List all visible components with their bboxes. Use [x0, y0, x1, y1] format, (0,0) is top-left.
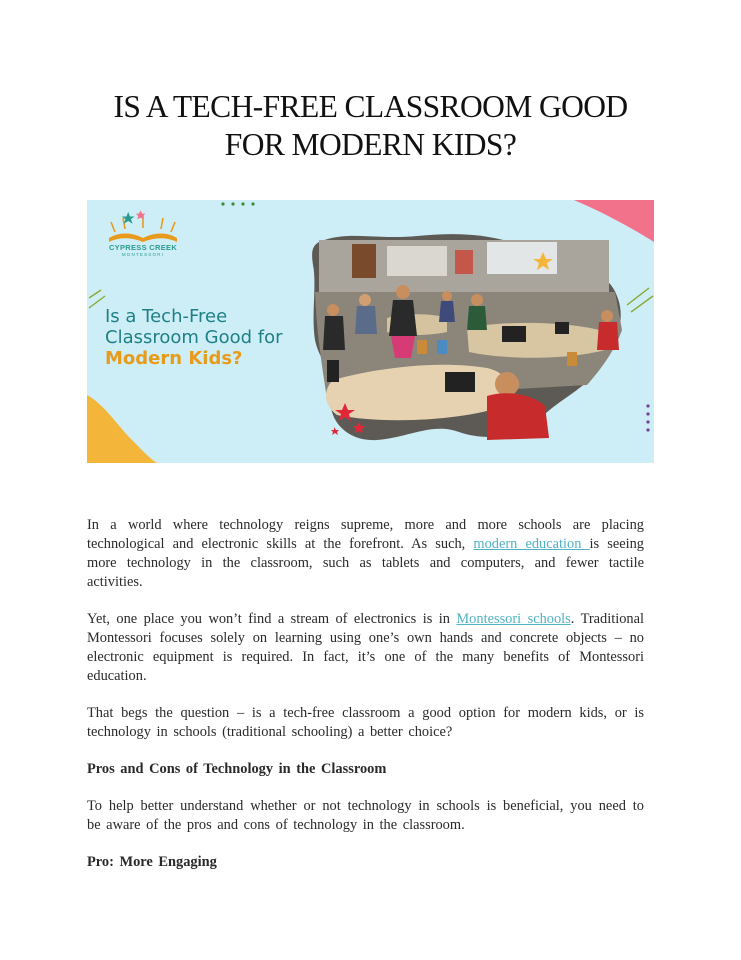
yellow-blob-decoration [87, 395, 157, 463]
logo-name: CYPRESS CREEK [108, 243, 178, 252]
banner-heading-line-1: Is a Tech-Free [105, 306, 228, 327]
purple-dots-decoration [646, 404, 649, 431]
title-line-2: FOR MODERN KIDS? [224, 127, 517, 162]
green-dots-decoration [221, 202, 254, 205]
banner-heading-highlight: Modern Kids? [105, 348, 243, 369]
modern-education-link[interactable]: modern education [473, 536, 590, 552]
page-title [40, 88, 701, 164]
banner-heading-line-2: Classroom Good for [105, 327, 283, 348]
classroom-photo [312, 234, 622, 440]
pink-blob-decoration [574, 200, 654, 242]
logo-subtitle: MONTESSORI [121, 252, 165, 257]
banner-heading [105, 306, 335, 369]
title-line-1: IS A TECH-FREE CLASSROOM GOOD [113, 89, 628, 124]
cypress-creek-logo [109, 210, 177, 242]
paragraph-intro-text-1: In a world where technology reigns supreme, more and more schools are placing technological and electronic skills at the forefront. As such, [87, 517, 644, 552]
section-heading-more-engaging: Pro: More Engaging [87, 854, 217, 870]
paragraph-montessori-text-2: . Traditional Montessori focuses solely on learning using one’s own hands and concrete objects – no electronic equipment is required. In fact, it’s one of the many benefits of Montessori education. [87, 611, 644, 684]
montessori-schools-link[interactable]: Montessori schools [456, 611, 571, 627]
paragraph-montessori [87, 610, 644, 686]
paragraph-pros-cons: To help better understand whether or not technology in schools is beneficial, you need to be aware of the pros and cons of technology in the classroom. [87, 798, 644, 833]
article-body [87, 516, 644, 890]
paragraph-montessori-text-1: Yet, one place you won’t find a stream of electronics is in [87, 611, 457, 627]
red-star-tiny-decoration [331, 427, 339, 435]
paragraph-intro-text-2: is seeing more technology in the classroom, such as tablets and computers, and fewer tactile activities. [87, 536, 644, 590]
hero-banner [87, 200, 654, 463]
paragraph-intro [87, 516, 644, 592]
paragraph-question: That begs the question – is a tech-free classroom a good option for modern kids, or is technology in schools (traditional schooling) a better choice? [87, 705, 644, 740]
section-heading-pros-cons: Pros and Cons of Technology in the Classroom [87, 761, 387, 777]
